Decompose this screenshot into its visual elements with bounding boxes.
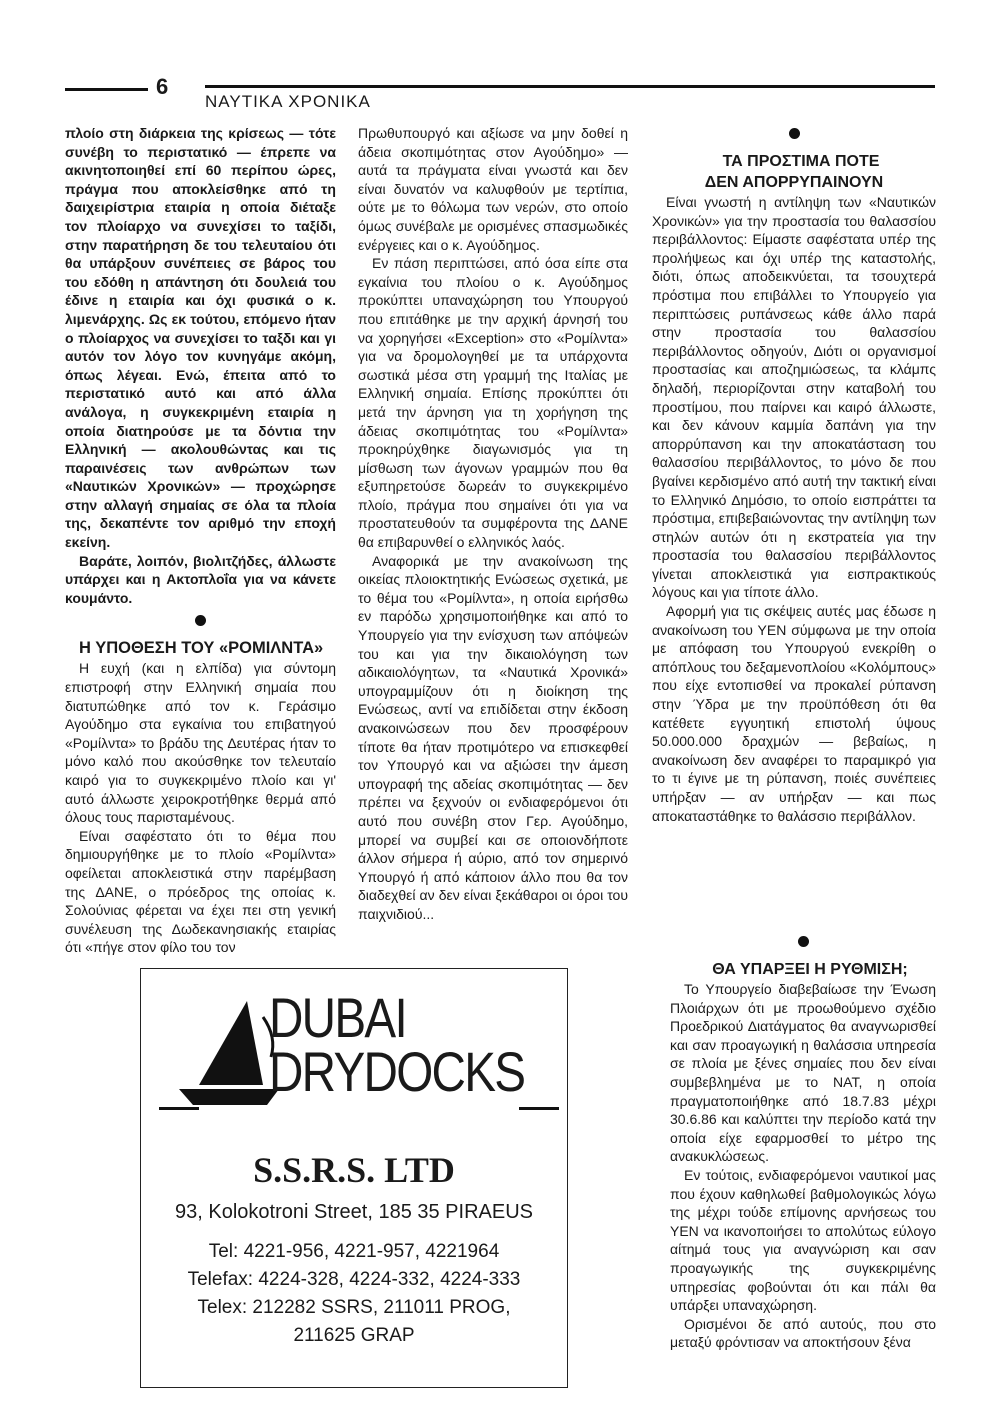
section-bullet [195, 615, 206, 626]
advertisement-dubai-drydocks [140, 968, 568, 1388]
logo-text-dubai: DUBAI [269, 986, 406, 1049]
article-paragraph: Η ευχή (και η ελπίδα) για σύντομη επιστροφή στην Ελληνική σημαία που διατυπώθηκε από τον κ. Γεράσιμο Αγούδημο στα εγκαίνια του επιβατηγού «Ρομίλντα» το βράδυ της Δευτέρας ήταν το μόνο καλό που ακούσθηκε τον τελευταίο καιρό για το συγκεκριμένο πλοίο και γι' αυτό άλλωστε χειροκροτήθηκε θερμά από όλους τους παρισταμένους. [65, 660, 336, 826]
article-paragraph: Εν τούτοις, ενδιαφερόμενοι ναυτικοί μας που έχουν καθηλωθεί βαθμολογικώς λόγω της μέχρι τούδε επίμονης αρνήσεως του ΥΕΝ να ικανοποιήσει το απολύτως εύλογο αίτημά τους για αναγνώριση και σαν προαγωγικής της συγκεκριμένης υπηρεσίας φοβούνται ότι και πάλι θα υπάρξει υπαναχώρηση. [670, 1166, 936, 1314]
address: 93, Kolokotroni Street, 185 35 PIRAEUS [175, 1201, 533, 1223]
header-rule-right [205, 85, 935, 88]
telex-continued: 211625 GRAP [293, 1325, 415, 1346]
header-rule-left [65, 88, 148, 91]
heading-line: ΔΕΝ ΑΠΟΡΡΥΠΑΙΝΟΥΝ [704, 174, 884, 191]
page-number: 6 [156, 74, 169, 99]
article-paragraph: Ορισμένοι δε από αυτούς, που στο μεταξύ φρόντισαν να αποκτήσουν ξένα [670, 1315, 936, 1351]
company-name: S.S.R.S. LTD [253, 1150, 455, 1190]
telefax: Telefax: 4224-328, 4224-332, 4224-333 [187, 1269, 521, 1290]
telephone: Tel: 4221-956, 4221-957, 4221964 [208, 1241, 500, 1262]
article-paragraph: Είναι γνωστή η αντίληψη των «Ναυτικών Χρονικών» για την προστασία του θαλασσίου περιβάλλοντος: Είμαστε σαφέστατα υπέρ της προλήψεως και όχι υπέρ της καταστολής, διότι, όπως αποδεικνύεται, τα τσουχτερά πρόστιμα που επιβάλλει το Υπουργείο για περιπτώσεις ρυπάνσεως κάθε άλλο παρά στην προστασία του θαλασσίου περιβάλλοντος οδηγούν, Διότι οι οργανισμοί προστασίας και αποζημιώσεως, τα κλάμπς δηλαδή, περιορίζονται στην καταβολή του προστίμου, που παίρνει και καιρό άλλωστε, και δεν κάνουν καμμία δαπάνη για την απορρύπανση και την αποκατάσταση του θαλασσίου περιβάλλοντος, το μόνο δε που βγαίνει κερδισμένο από αυτή την τακτική είναι το Ελληνικό Δημόσιο, το οποίο εισπράττει τα πρόστιμα, επιβεβαιώνοντας την αντίληψη των στηλών αυτών ότι η εκστρατεία για την προστασία του θαλασσίου περιβάλλοντος γίνεται αποκλειστικά για εισπρακτικούς λόγους και για τίποτε άλλο. [652, 194, 936, 601]
article-paragraph: Το Υπουργείο διαβεβαίωσε την Ένωση Πλοιάρχων ότι με προωθούμενο σχέδιο Προεδρικού Διατάγματος θα αναγνωρισθεί και σαν προαγωγική η θαλάσσια υπηρεσία σε πλοία με ξένες σημαίες που δεν είναι συμβεβλημένα με το ΝΑΤ, η οποία πραγματοποιήθηκε από 18.7.83 μέχρι 30.6.86 και καλύπτει την περίοδο κατά την οποία είχε εφαρμοσθεί το μέτρο της ανακυκλώσεως. [670, 981, 936, 1165]
section-heading: Η ΥΠΟΘΕΣΗ ΤΟΥ «ΡΟΜΙΛΝΤΑ» [79, 639, 324, 658]
article-paragraph: Εν πάση περιπτώσει, από όσα είπε στα εγκαίνια του πλοίου ο κ. Αγούδημος προκύπτει υπαναχώρηση του Υπουργού που επιτάθηκε με την αρχική άρνησή του να χορηγήσει «Exception» στο «Ρομίλντα» για να δρομολογηθεί με τα υπάρχοντα σωστικά μέσα στη γραμμή της Ιταλίας με Ελληνική σημαία. Επίσης προκύπτει ότι μετά την άρνηση για τη χορήγηση της άδειας σκοπιμότητας του «Ρομίλντα» προκηρύχθηκε διαγωνισμός για τη μίσθωση των άγονων γραμμών που θα εξυπηρετούσε δωρεάν το συγκεκριμένο πλοίο, πράγμα που σημαίνει ότι για να προστατευθούν τα συμφέροντα της ΔΑΝΕ θα επιβαρυνθεί ο ελληνικός λαός. [358, 255, 628, 551]
article-paragraph: πλοίο στη διάρκεια της κρίσεως — τότε συνέβη το περιστατικό — έπρεπε να ακινητοποιηθεί επί 60 περίπου ώρες, πράγμα που αποκλείσθηκε από τη δαιχειρίστρια εταιρία η οποία διέταξε τον πλοίαρχο να συνεχίσει το ταξίδι, στην παρατήρηση δε του τελευταίου ότι θα υπάρξουν συνέπειες σε βάρος του του εδόθη η απάντηση ότι δουλειά του έδινε η εταιρία και όχι φυσικά ο κ. λιμενάρχης. Ως εκ τούτου, επόμενο ήταν ο πλοίαρχος να συνεχίσει το ταξδι και γι αυτόν τον λόγο τον κυνηγάμε ακόμη, όπως λέγεαι. Ενώ, έπειτα από το περιστατικό αυτό και από άλλα ανάλογα, η συγκεκριμένη εταιρία η οποία διατηρούσε με τα δόντια την Ελληνική — ακολουθώντας και τις παραινέσεις των ανθρώπων των «Ναυτικών Χρονικών» — προχώρησε στην αλλαγή σημαίας σε όλα τα πλοία της, δεκαπέντε τον αριθμό την εποχή εκείνη. [65, 125, 336, 551]
logo-text-drydocks: DRYDOCKS [269, 1040, 525, 1103]
article-paragraph: Πρωθυπουργό και αξίωσε να μην δοθεί η άδεια σκοπιμότητας στον Αγούδημο» — αυτά τα πράγματα είναι γνωστά και δεν είναι δυνατόν να καλυφθούν με τερτίπια, ούτε με το θόλωμα των νερών, στο οποίο όμως συνέβαλε με ορισμένες σπασμωδικές ενέργειες και ο κ. Αγούδημος. [358, 125, 628, 253]
section-heading: ΘΑ ΥΠΑΡΞΕΙ Η ΡΥΘΜΙΣΗ; [712, 961, 908, 978]
article-paragraph: Βαράτε, λοιπόν, βιολιτζήδες, άλλωστε υπάρχει και η Ακτοπλοΐα για να κάνετε κουμάντο. [65, 552, 336, 606]
column-4 [670, 928, 936, 1352]
article-paragraph: Αναφορικά με την ανακοίνωση της οικείας πλοιοκτητικής Ενώσεως σχετικά, με το θέμα του «Ρομίλντα», η οποία ειρήσθω εν παρόδω χρησιμοποιήθηκε και από το Υπουργείο για την ενίσχυση των απόψεών του και για την δικαιολόγηση των αδικαιολόγητων, τα «Ναυτικά Χρονικά» υπογραμμίζουν ότι η διοίκηση της Ενώσεως, αντί να επιδίδεται στην έκδοση ανακοινώσεων που δεν προσφέρουν τίποτε θα ήταν προτιμότερο να επισκεφθεί τον Υπουργό και να αξιώσει την άμεση υπογραφή της αδείας σκοπιμότητας — δεν πρέπει να ξεχνούν οι ενδιαφερόμενοι ότι αυτό που συνέβη στον Γερ. Αγούδημο, μπορεί να συμβεί και σε οποιονδήποτε άλλον σήμερα ή αύριο, από τον σημερινό Υπουργό ή από κάποιον άλλο που θα τον διαδεχθεί αν δεν είναι ξεκάθαροι οι όροι του παιχνιδιού... [358, 552, 628, 922]
column-1 [65, 124, 336, 957]
article-paragraph: Αφορμή για τις σκέψεις αυτές μας έδωσε η ανακοίνωση του ΥΕΝ σύμφωνα με την οποία με απόφαση του Υπουργού ενεκρίθη ο απόπλους του δεξαμενοπλοίου «Κολόμπους» που είχε εντοπισθεί να προκαλεί ρύπανση στην Ύδρα με την προϋπόθεση ότι θα κατέθετε εγγυητική επιστολή ύψους 50.000.000 δραχμών — βεβαίως, η ανακοίνωση δεν αναφέρει το παραμικρό για το τι έγινε με τη ρύπανση, ποιές συνέπειες υπήρξαν — αν υπήρξαν — και πως αποκαταστάθηκε το θαλάσσιο περιβάλλον. [652, 603, 936, 824]
column-3 [652, 120, 936, 825]
column-2 [358, 124, 628, 924]
telex: Telex: 212282 SSRS, 211011 PROG, [197, 1297, 511, 1318]
section-heading [652, 151, 936, 193]
heading-line: ΤΑ ΠΡΟΣΤΙΜΑ ΠΟΤΕ [722, 153, 880, 170]
section-bullet [798, 936, 809, 947]
publication-title: ΝΑΥΤΙΚΑ ΧΡΟΝΙΚΑ [205, 92, 371, 111]
article-paragraph: Είναι σαφέστατο ότι το θέμα που δημιουργήθηκε με το πλοίο «Ρομίλντα» οφείλεται αποκλειστικά στην παρέμβαση της ΔΑΝΕ, ο πρόεδρος της οποίας κ. Σολούνιας φέρεται να έχει πει στη γενική συνέλευση της Δωδεκανησιακής εταιρίας ότι «πήγε στον φίλο του τον [65, 827, 336, 956]
section-bullet [789, 128, 800, 139]
